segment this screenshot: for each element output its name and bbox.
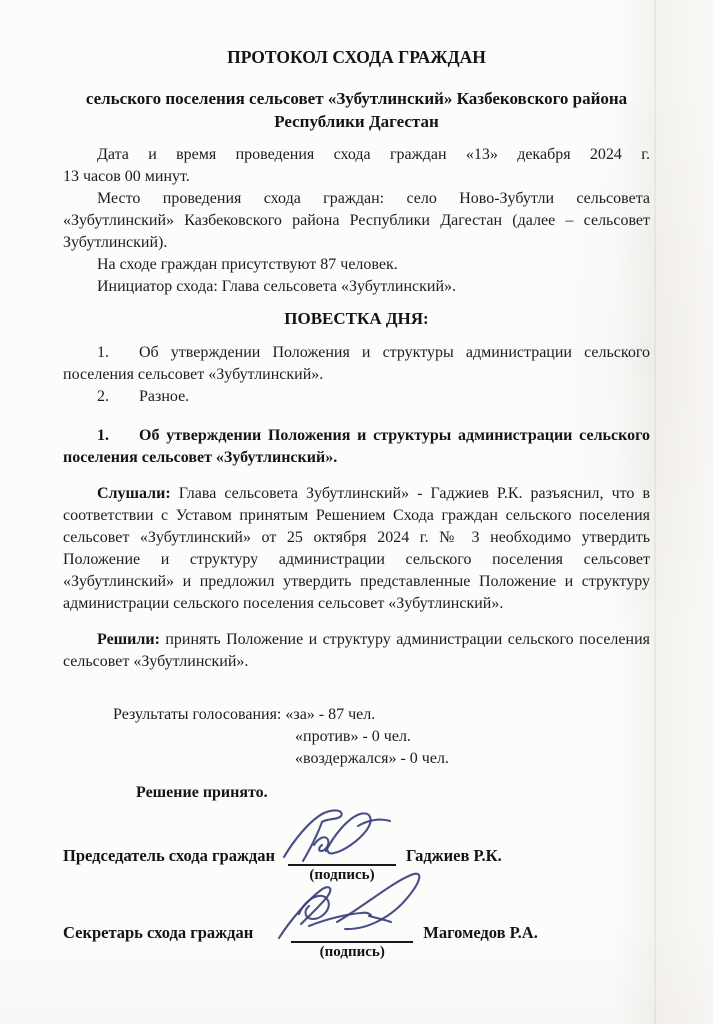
signature-row-chairman: [63, 844, 650, 883]
secretary-signature-caption: (подпись): [319, 944, 385, 960]
listened-line-2: соответствии с Уставом принятым Решением Схода граждан сельского поселения: [63, 507, 650, 524]
voting-line-abstained: «воздержался» - 0 чел.: [295, 750, 449, 767]
section-1-heading: [63, 425, 650, 469]
paragraph-date-time: [63, 144, 650, 188]
chairman-signature-caption: (подпись): [309, 867, 375, 883]
listened-line-1: [63, 483, 650, 505]
voting-line-against: «против» - 0 чел.: [295, 728, 411, 745]
place-line-2: «Зубутлинский» Казбековского района Республики Дагестан (далее – сельсовет: [63, 212, 650, 229]
chairman-signature-ink: [274, 807, 406, 871]
section-1-heading-text: Об утверждении Положения и структуры администрации сельского: [139, 427, 650, 444]
agenda-item-2-text: Разное.: [139, 388, 190, 405]
agenda-item-2-line-1: [63, 386, 650, 408]
paragraph-decided: [63, 629, 650, 673]
signature-row-secretary: [63, 921, 650, 960]
place-line-1: Место проведения схода граждан: село Ново-Зубутли сельсовета: [97, 190, 650, 207]
agenda-item-1-line-2: поселения сельсовет «Зубутлинский».: [63, 366, 324, 383]
agenda-heading: ПОВЕСТКА ДНЯ:: [284, 309, 429, 328]
agenda-item-2: [63, 386, 650, 408]
chairman-role-label: Председатель схода граждан: [63, 846, 276, 865]
voting-results: [113, 704, 650, 770]
place-line-3: Зубутлинский).: [63, 234, 168, 251]
initiator-line: Инициатор схода: Глава сельсовета «Зубутлинский».: [97, 278, 457, 295]
section-1-heading-line-1: [63, 425, 650, 447]
agenda-item-1-number: 1.: [97, 344, 109, 361]
listened-label: Слушали:: [97, 485, 171, 502]
decision-statement: Решение принято.: [136, 784, 268, 801]
date-time-line-2: 13 часов 00 минут.: [63, 168, 190, 185]
section-1-number: 1.: [97, 427, 109, 444]
agenda-item-1-line-1: [63, 342, 650, 364]
listened-line-1-text: Глава сельсовета Зубутлинский» - Гаджиев Р.К. разъяснил, что в: [178, 485, 651, 502]
decided-label: Решили:: [97, 631, 160, 648]
secretary-name: Магомедов Р.А.: [423, 923, 538, 942]
paragraph-listened: [63, 483, 650, 615]
listened-line-6: администрации сельского поселения сельсовет «Зубутлинский».: [63, 595, 504, 612]
voting-label: Результаты голосования:: [113, 706, 282, 723]
paragraph-place: [63, 188, 650, 254]
agenda-item-1: [63, 342, 650, 386]
agenda-item-1-text: Об утверждении Положения и структуры администрации сельского: [139, 344, 650, 361]
chairman-signature-line: [288, 846, 396, 883]
document-title: ПРОТОКОЛ СХОДА ГРАЖДАН: [227, 47, 486, 67]
section-1-heading-line-2: поселения сельсовет «Зубутлинский».: [63, 449, 338, 466]
attendance-line: На сходе граждан присутствуют 87 человек.: [97, 256, 398, 273]
voting-for-value: «за» - 87 чел.: [285, 706, 376, 723]
listened-line-5: «Зубутлинский» и предложил утвердить представленные Положение и структуру: [63, 573, 650, 590]
document-subtitle-line-1: сельского поселения сельсовет «Зубутлинский» Казбековского района: [85, 89, 628, 108]
document-subtitle: [63, 87, 650, 133]
agenda-item-2-number: 2.: [97, 388, 109, 405]
decided-line-1-text: принять Положение и структуру администрации сельского поселения: [165, 631, 651, 648]
decided-line-1: [63, 629, 650, 651]
listened-line-4: Положение и структуру администрации сельского поселения сельсовет: [63, 551, 650, 568]
document-subtitle-line-2: Республики Дагестан: [274, 112, 439, 131]
secretary-signature-line: [291, 923, 413, 960]
listened-line-3: сельсовет «Зубутлинский» от 25 октября 2024 г. № 3 необходимо утвердить: [63, 529, 650, 546]
decided-line-2: сельсовет «Зубутлинский».: [63, 653, 249, 670]
date-time-line-1: Дата и время проведения схода граждан «13» декабря 2024 г.: [97, 146, 650, 163]
chairman-name: Гаджиев Р.К.: [406, 846, 502, 865]
voting-line-for: [113, 704, 650, 726]
secretary-role-label: Секретарь схода граждан: [63, 923, 254, 942]
